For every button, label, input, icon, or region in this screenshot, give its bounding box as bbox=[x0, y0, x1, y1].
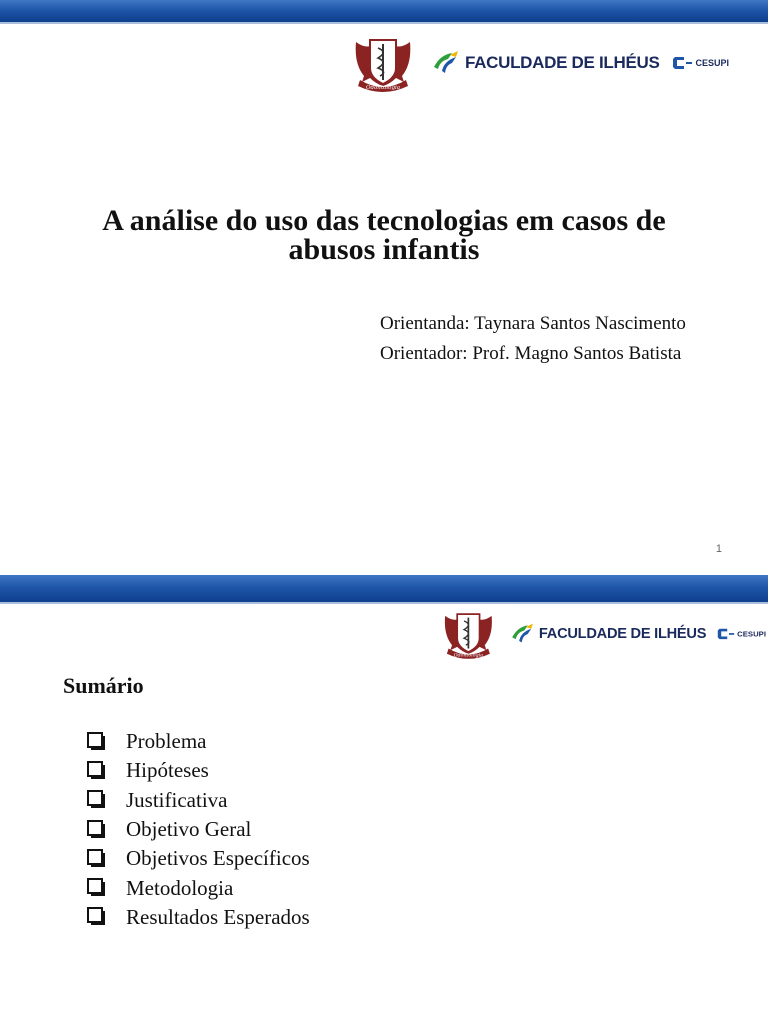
checkbox-icon bbox=[86, 848, 108, 870]
faculdade-ilheus-icon bbox=[509, 622, 535, 646]
list-item-label: Resultados Esperados bbox=[126, 904, 310, 929]
header-bar bbox=[0, 0, 768, 24]
cesupi-icon bbox=[717, 628, 736, 640]
list-item bbox=[86, 815, 310, 844]
logo-group bbox=[350, 34, 729, 92]
faculdade-ilheus-icon bbox=[430, 49, 460, 77]
faculdade-name: FACULDADE DE ILHÉUS bbox=[538, 625, 707, 642]
orientanda-text: Orientanda: Taynara Santos Nascimento bbox=[380, 313, 686, 334]
list-item-label: Metodologia bbox=[126, 875, 234, 900]
list-item bbox=[86, 844, 310, 873]
list-item-label: Objetivos Específicos bbox=[126, 846, 310, 871]
cesupi-logo bbox=[672, 56, 730, 70]
cesupi-icon bbox=[672, 56, 694, 70]
list-item bbox=[86, 756, 310, 785]
logo-group bbox=[440, 609, 766, 659]
page-number: 1 bbox=[715, 543, 722, 555]
summary-heading: Sumário bbox=[63, 673, 144, 698]
title-line-1: A análise do uso das tecnologias em casos de bbox=[102, 204, 666, 237]
summary-list bbox=[86, 727, 310, 932]
list-item bbox=[86, 786, 310, 815]
list-item bbox=[86, 873, 310, 902]
checkbox-icon bbox=[86, 906, 108, 928]
list-item bbox=[86, 727, 310, 756]
cesupi-name: CESUPI bbox=[695, 58, 730, 68]
faculdade-logo bbox=[430, 49, 660, 77]
title-line-2: abusos infantis bbox=[288, 233, 480, 266]
checkbox-icon bbox=[86, 877, 108, 899]
checkbox-icon bbox=[86, 731, 108, 753]
slide-title bbox=[0, 206, 768, 264]
faculdade-name: FACULDADE DE ILHÉUS bbox=[465, 53, 660, 72]
header-bar bbox=[0, 575, 768, 604]
authors-block bbox=[380, 309, 686, 369]
cesupi-logo bbox=[717, 628, 766, 640]
list-item-label: Hipóteses bbox=[126, 758, 209, 783]
odontologia-crest-icon bbox=[440, 609, 497, 659]
summary-slide bbox=[0, 575, 768, 1024]
list-item bbox=[86, 903, 310, 932]
cesupi-name: CESUPI bbox=[737, 629, 766, 639]
faculdade-logo bbox=[509, 622, 706, 646]
list-item-label: Problema bbox=[126, 729, 207, 754]
checkbox-icon bbox=[86, 819, 108, 841]
list-item-label: Objetivo Geral bbox=[126, 817, 252, 842]
list-item-label: Justificativa bbox=[126, 787, 228, 812]
odontologia-crest-icon bbox=[350, 34, 416, 92]
orientador-text: Orientador: Prof. Magno Santos Batista bbox=[380, 343, 682, 364]
checkbox-icon bbox=[86, 760, 108, 782]
checkbox-icon bbox=[86, 789, 108, 811]
